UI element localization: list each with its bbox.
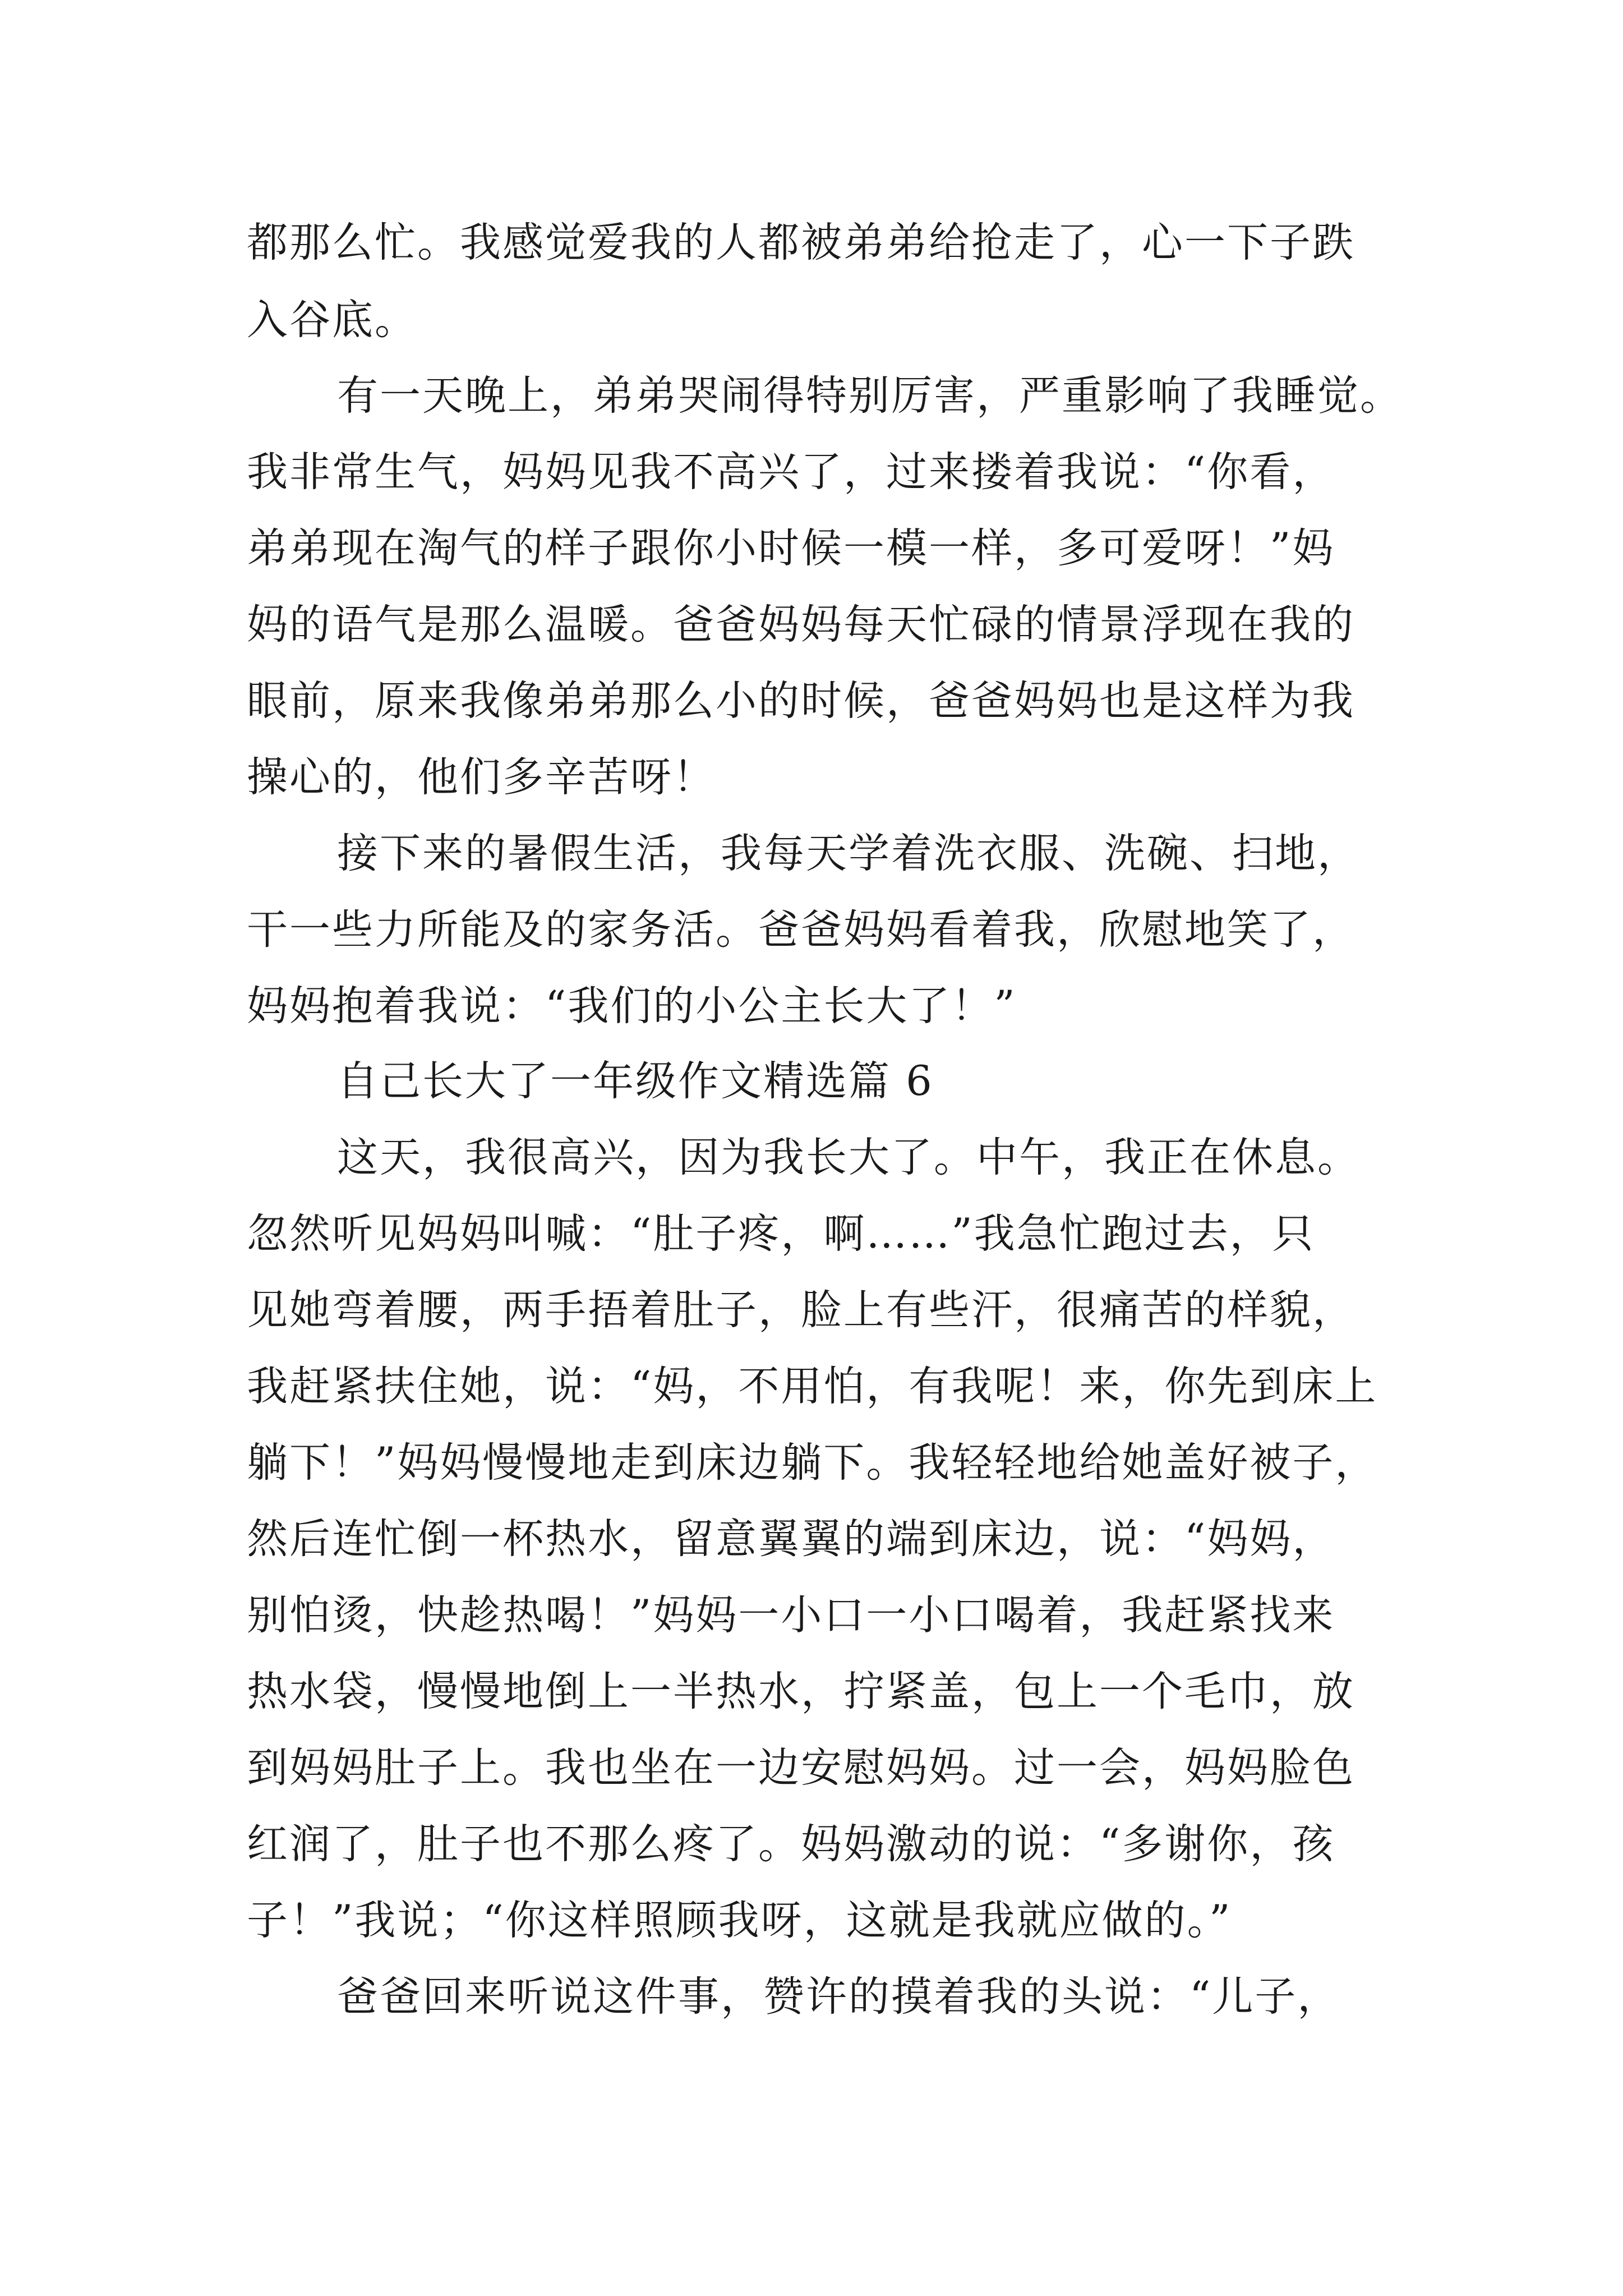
text-line: 干一些力所能及的家务活。爸爸妈妈看着我，欣慰地笑了， (247, 906, 1355, 954)
text-line: 都那么忙。我感觉爱我的人都被弟弟给抢走了，心一下子跌 (247, 219, 1355, 266)
text-line: 躺下！”妈妈慢慢地走到床边躺下。我轻轻地给她盖好被子， (247, 1439, 1378, 1487)
text-line: 我赶紧扶住她，说：“妈，不用怕，有我呢！来，你先到床上 (247, 1363, 1378, 1410)
paragraph-start-line: 爸爸回来听说这件事，赞许的摸着我的头说：“儿子， (337, 1973, 1340, 2021)
text-line: 妈妈抱着我说：“我们的小公主长大了！” (247, 982, 1017, 1030)
text-line: 见她弯着腰，两手捂着肚子，脸上有些汗，很痛苦的样貌， (247, 1286, 1355, 1334)
text-line: 忽然听见妈妈叫喊：“肚子疼，啊……”我急忙跑过去，只 (247, 1210, 1315, 1258)
paragraph-start-line: 有一天晚上，弟弟哭闹得特别厉害，严重影响了我睡觉。 (337, 372, 1403, 420)
section-heading: 自己长大了一年级作文精选篇 6 (337, 1057, 934, 1105)
text-line: 子！”我说；“你这样照顾我呀，这就是我就应做的。” (247, 1897, 1232, 1944)
text-line: 入谷底。 (247, 296, 417, 344)
text-line: 然后连忙倒一杯热水，留意翼翼的端到床边，说：“妈妈， (247, 1515, 1335, 1563)
text-line: 我非常生气，妈妈见我不高兴了，过来搂着我说：“你看， (247, 448, 1335, 496)
text-line: 眼前，原来我像弟弟那么小的时候，爸爸妈妈也是这样为我 (247, 677, 1355, 725)
text-line: 弟弟现在淘气的样子跟你小时候一模一样，多可爱呀！”妈 (247, 524, 1335, 572)
text-line: 妈的语气是那么温暖。爸爸妈妈每天忙碌的情景浮现在我的 (247, 601, 1355, 648)
paragraph-start-line: 这天，我很高兴，因为我长大了。中午，我正在休息。 (337, 1134, 1360, 1181)
text-line: 热水袋，慢慢地倒上一半热水，拧紧盖，包上一个毛巾，放 (247, 1668, 1355, 1715)
text-line: 别怕烫，快趁热喝！”妈妈一小口一小口喝着，我赶紧找来 (247, 1591, 1335, 1639)
text-line: 到妈妈肚子上。我也坐在一边安慰妈妈。过一会，妈妈脸色 (247, 1744, 1355, 1792)
paragraph-start-line: 接下来的暑假生活，我每天学着洗衣服、洗碗、扫地， (337, 830, 1360, 877)
text-line: 操心的，他们多辛苦呀！ (247, 753, 716, 801)
text-line: 红润了，肚子也不那么疼了。妈妈激动的说：“多谢你，孩 (247, 1820, 1335, 1868)
